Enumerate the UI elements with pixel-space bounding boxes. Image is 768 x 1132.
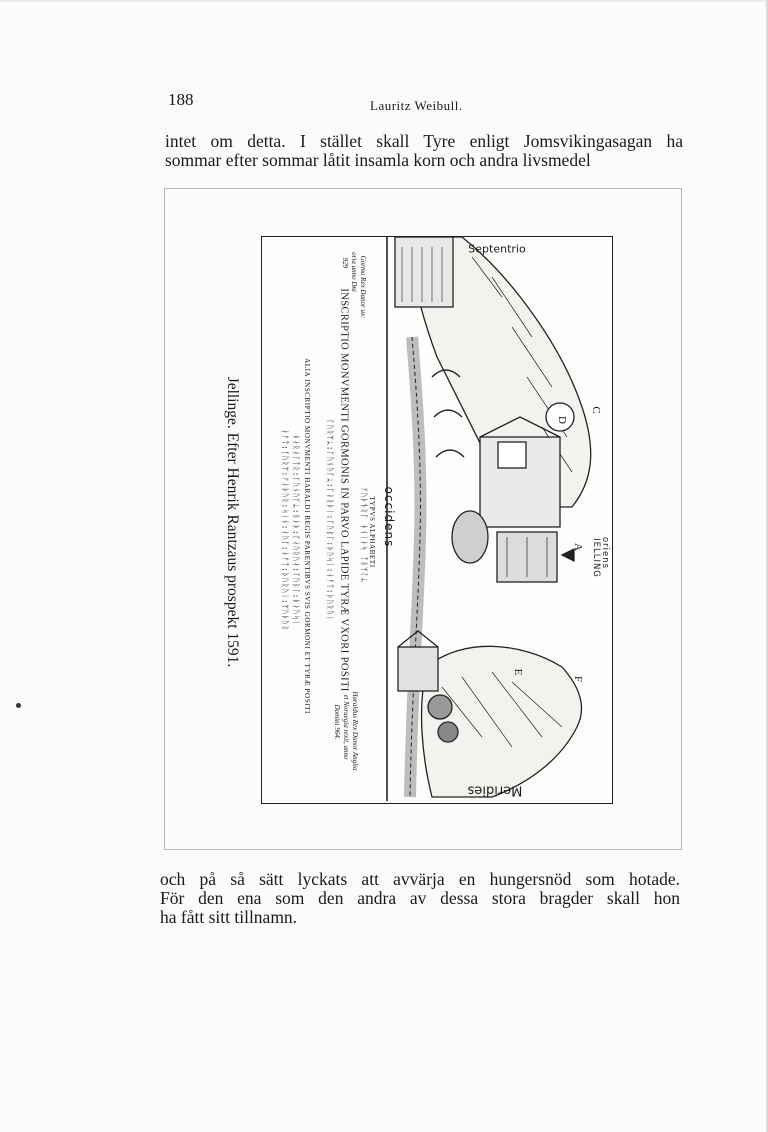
speck (16, 703, 21, 708)
text-line: sommar efter sommar låtit insamla korn och andra livsmedel (165, 150, 591, 170)
paragraph-top (165, 132, 683, 170)
scan-edge (0, 0, 768, 2)
running-head: Lauritz Weibull. (370, 98, 463, 113)
text-line: För den ena som den andra av dessa stora bragder skall hon (160, 888, 680, 908)
paragraph-bottom (160, 870, 680, 927)
text-line: intet om detta. I stället skall Tyre enligt Jomsvikingasagan ha (165, 131, 683, 151)
text-line: ha fått sitt tillnamn. (160, 907, 298, 927)
page-number: 188 (168, 90, 194, 109)
caption-text: Jellinge. Efter Henrik Rantzaus prospekt 1591. (224, 376, 241, 668)
engraving-illustration (262, 237, 610, 801)
text-line: och på så sätt lyckats att avvärja en hungersnöd som hotade. (160, 869, 680, 889)
